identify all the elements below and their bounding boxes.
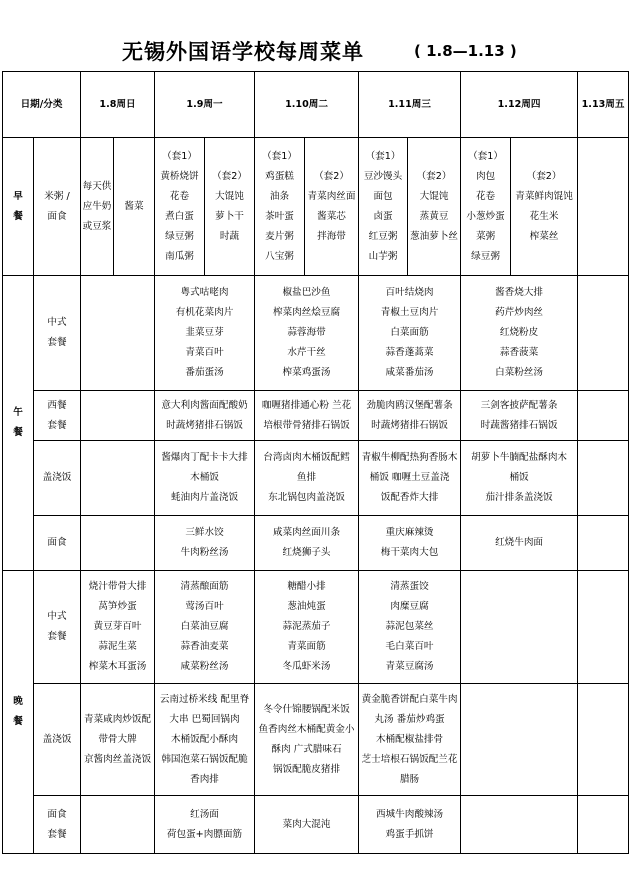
meal-label-dinner: 晚 餐 — [3, 571, 34, 854]
lunch-western-wed: 劲脆肉鸥汉堡配薯条 时蔬烤猪排石锅饭 — [359, 391, 461, 441]
dinner-rice-mon: 云南过桥米线 配里脊 大串 巴蜀回锅肉 木桶饭配小酥肉 韩国泡菜石锅饭配脆 香肉排 — [155, 684, 255, 796]
dinner-chinese-mon: 清蒸酿面筋 莺汤百叶 白菜油豆腐 蒜香油麦菜 咸菜粉丝汤 — [155, 571, 255, 684]
dinner-chinese-row — [3, 571, 629, 684]
header-row — [3, 72, 629, 138]
breakfast-mon-set2: （套2） 大馄饨 萝卜干 时蔬 — [205, 138, 255, 276]
breakfast-sun-pickles: 酱菜 — [114, 138, 155, 276]
dinner-rice-wed: 黄金脆香饼配白菜牛肉 丸汤 番茄炒鸡蛋 木桶配椒盐排骨 芝士培根石锅饭配兰花 腊肠 — [359, 684, 461, 796]
page-title: 无锡外国语学校每周菜单 — [122, 40, 364, 64]
breakfast-thu-set1: （套1） 肉包 花卷 小葱炒蛋 菜粥 绿豆粥 — [461, 138, 511, 276]
lunch-rice-fri-empty — [578, 441, 629, 516]
breakfast-wed-set1: （套1） 豆沙馒头 面包 卤蛋 红豆粥 山芋粥 — [359, 138, 408, 276]
category-rice-bowl: 盖浇饭 — [34, 684, 81, 796]
category-chinese-set: 中式 套餐 — [34, 571, 81, 684]
lunch-chinese-sun-empty — [81, 276, 155, 391]
date-range: ( 1.8—1.13 ) — [414, 42, 517, 60]
lunch-chinese-mon: 粤式咕咾肉 有机花菜肉片 韭菜豆芽 青菜百叶 番茄蛋汤 — [155, 276, 255, 391]
meal-label-breakfast: 早 餐 — [3, 138, 34, 276]
header-date-category: 日期/分类 — [3, 72, 81, 138]
dinner-chinese-tue: 糖醋小排 葱油炖蛋 蒜泥蒸茄子 青菜面筋 冬瓜虾米汤 — [255, 571, 359, 684]
category-porridge-noodles: 米粥 / 面食 — [34, 138, 81, 276]
dinner-noodle-sun-empty — [81, 796, 155, 854]
lunch-chinese-tue: 椒盐巴沙鱼 榨菜肉丝烩豆腐 蒜蓉海带 水芹干丝 榨菜鸡蛋汤 — [255, 276, 359, 391]
breakfast-row — [3, 138, 629, 276]
lunch-chinese-fri-empty — [578, 276, 629, 391]
lunch-noodle-tue: 咸菜肉丝面川条 红烧狮子头 — [255, 516, 359, 571]
lunch-western-thu: 三剑客披萨配薯条 时蔬酱猪排石锅饭 — [461, 391, 578, 441]
dinner-noodle-mon: 红汤面 荷包蛋+肉膘面筋 — [155, 796, 255, 854]
dinner-rice-row — [3, 684, 629, 796]
lunch-noodle-row — [3, 516, 629, 571]
header-day: 1.9周一 — [155, 72, 255, 138]
dinner-noodle-row — [3, 796, 629, 854]
lunch-noodle-thu: 红烧牛肉面 — [461, 516, 578, 571]
lunch-rice-mon: 酱爆肉丁配卡卡大排 木桶饭 蚝油肉片盖浇饭 — [155, 441, 255, 516]
dinner-rice-thu-empty — [461, 684, 578, 796]
header-day: 1.13周五 — [578, 72, 629, 138]
dinner-chinese-thu-empty — [461, 571, 578, 684]
breakfast-tue-set1: （套1） 鸡蛋糕 油条 茶叶蛋 麦片粥 八宝粥 — [255, 138, 305, 276]
header-day: 1.12周四 — [461, 72, 578, 138]
category-chinese-set: 中式 套餐 — [34, 276, 81, 391]
breakfast-tue-set2: （套2） 青菜肉丝面 酱菜芯 拌海带 — [305, 138, 359, 276]
dinner-noodle-thu-empty — [461, 796, 578, 854]
lunch-rice-row — [3, 441, 629, 516]
dinner-rice-sun: 青菜咸肉炒饭配 带骨大牌 京酱肉丝盖浇饭 — [81, 684, 155, 796]
lunch-chinese-wed: 百叶结烧肉 青椒土豆肉片 白菜面筋 蒜香蓬蒿菜 咸菜番茄汤 — [359, 276, 461, 391]
lunch-western-mon: 意大利肉酱面配酸奶 时蔬烤猪排石锅饭 — [155, 391, 255, 441]
breakfast-fri-empty — [578, 138, 629, 276]
lunch-rice-thu: 胡萝卜牛腩配盐酥肉木 桶饭 茄汁排条盖浇饭 — [461, 441, 578, 516]
lunch-rice-tue: 台湾卤肉木桶饭配鳕 鱼排 东北锅包肉盖浇饭 — [255, 441, 359, 516]
lunch-western-fri-empty — [578, 391, 629, 441]
category-noodle-set: 面食 套餐 — [34, 796, 81, 854]
dinner-rice-fri-empty — [578, 684, 629, 796]
breakfast-mon-set1: （套1） 黄桥烧饼 花卷 煮白蛋 绿豆粥 南瓜粥 — [155, 138, 205, 276]
lunch-noodle-fri-empty — [578, 516, 629, 571]
lunch-western-row — [3, 391, 629, 441]
header-day: 1.10周二 — [255, 72, 359, 138]
lunch-noodle-wed: 重庆麻辣烫 梅干菜肉大包 — [359, 516, 461, 571]
lunch-western-tue: 咖喱猪排通心粉 兰花 培根带骨猪排石锅饭 — [255, 391, 359, 441]
meal-label-lunch: 午 餐 — [3, 276, 34, 571]
dinner-chinese-fri-empty — [578, 571, 629, 684]
lunch-rice-sun-empty — [81, 441, 155, 516]
lunch-chinese-thu: 酱香烧大排 药芹炒肉丝 红烧粉皮 蒜香菠菜 白菜粉丝汤 — [461, 276, 578, 391]
dinner-noodle-fri-empty — [578, 796, 629, 854]
lunch-noodle-sun-empty — [81, 516, 155, 571]
category-rice-bowl: 盖浇饭 — [34, 441, 81, 516]
breakfast-wed-set2: （套2） 大馄饨 蒸黄豆 葱油萝卜丝 — [408, 138, 461, 276]
dinner-noodle-tue: 菜肉大混沌 — [255, 796, 359, 854]
dinner-rice-tue: 冬令什锦腰锅配米饭 鱼香肉丝木桶配黄金小 酥肉 广式腊味石 锅饭配脆皮猪排 — [255, 684, 359, 796]
lunch-western-sun-empty — [81, 391, 155, 441]
lunch-rice-wed: 青椒牛柳配热狗香肠木 桶饭 咖喱土豆盖浇 饭配香炸大排 — [359, 441, 461, 516]
dinner-chinese-sun: 烧汁带骨大排 莴笋炒蛋 黄豆芽百叶 蒜泥生菜 榨菜木耳蛋汤 — [81, 571, 155, 684]
weekly-menu-table — [2, 71, 629, 854]
header-day: 1.8周日 — [81, 72, 155, 138]
category-noodles: 面食 — [34, 516, 81, 571]
lunch-chinese-row — [3, 276, 629, 391]
dinner-chinese-wed: 清蒸蛋饺 肉糜豆腐 蒜泥包菜丝 毛白菜百叶 青菜豆腐汤 — [359, 571, 461, 684]
breakfast-thu-set2: （套2） 青菜鲜肉馄饨 花生米 榨菜丝 — [511, 138, 578, 276]
breakfast-sun-milk: 每天供 应牛奶 或豆浆 — [81, 138, 114, 276]
header-day: 1.11周三 — [359, 72, 461, 138]
category-western-set: 西餐 套餐 — [34, 391, 81, 441]
lunch-noodle-mon: 三鲜水饺 牛肉粉丝汤 — [155, 516, 255, 571]
dinner-noodle-wed: 西城牛肉酸辣汤 鸡蛋手抓饼 — [359, 796, 461, 854]
